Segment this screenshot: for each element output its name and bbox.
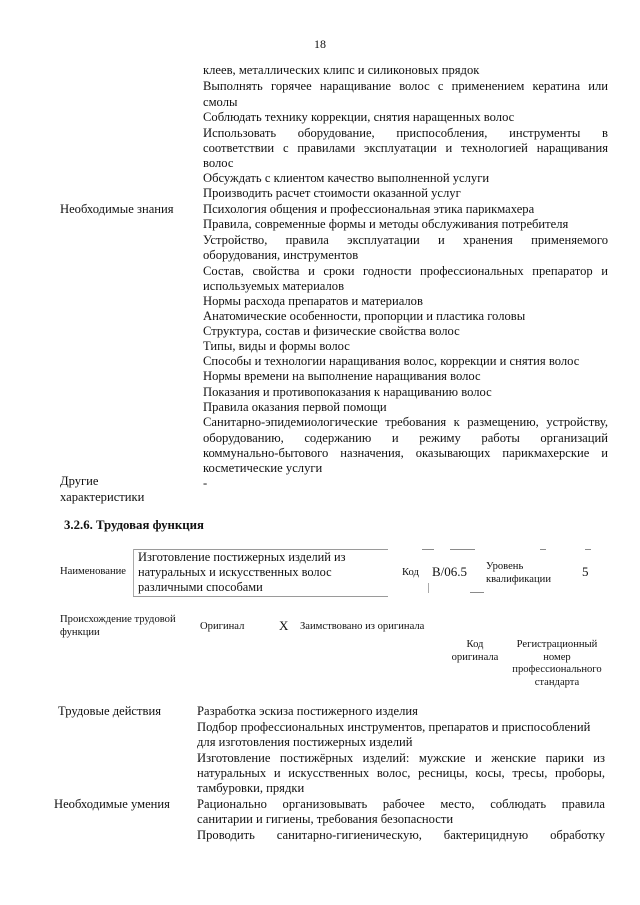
text-line: Показания и противопоказания к наращиванию волос <box>203 385 492 399</box>
label-line: стандарта <box>534 676 580 688</box>
registration-number-label <box>507 639 607 689</box>
text-line: Правила оказания первой помощи <box>203 400 387 414</box>
text-line: коммунально-бытового назначения, оказывающих парикмахерские и <box>203 446 608 460</box>
text-line: Правила, современные формы и методы обслуживания потребителя <box>203 217 569 231</box>
label-line: Уровень <box>486 561 524 572</box>
label-line: профессионального <box>512 664 602 675</box>
text-line: Способы и технологии наращивания волос, коррекции и снятия волос <box>203 354 580 368</box>
text-line: Изготовление постижерных изделий из <box>138 550 346 564</box>
text-line: Нормы расхода препаратов и материалов <box>203 294 423 308</box>
text-line: Использовать оборудование, приспособления, инструменты в <box>203 126 608 140</box>
label-line: квалификации <box>486 573 551 585</box>
text-line: оборудованию, содержанию и режиму работы организаций <box>203 431 608 445</box>
section-title: 3.2.6. Трудовая функция <box>64 518 204 532</box>
label-line: характеристики <box>60 490 145 504</box>
original-mark: X <box>279 618 289 633</box>
scan-mark <box>450 549 475 550</box>
text-line: Проводить санитарно-гигиеническую, бактерицидную обработку <box>197 828 605 842</box>
name-box-bottom-border <box>133 596 388 597</box>
label-line: Регистрационный <box>516 639 598 650</box>
name-box-left-border <box>133 549 134 597</box>
scan-mark <box>585 549 591 550</box>
other-characteristics-value: - <box>203 476 208 490</box>
text-line: Выполнять горячее наращивание волос с применением кератина или <box>203 79 608 93</box>
page-number: 18 <box>314 37 326 51</box>
scan-mark <box>428 583 429 593</box>
text-line: используемых материалов <box>203 279 345 293</box>
text-line: волос <box>203 156 234 170</box>
scan-mark <box>540 549 546 550</box>
qualification-level-label <box>486 561 551 586</box>
text-line: натуральных и искусственных волос, ресницы, косы, тресы, проборы, <box>197 766 605 780</box>
text-line: смолы <box>203 95 238 109</box>
text-line: различными способами <box>138 580 263 594</box>
label-line: Происхождение трудовой <box>60 614 176 625</box>
scan-mark <box>470 592 484 593</box>
name-label: Наименование <box>60 566 126 577</box>
text-line: Разработка эскиза постижерного изделия <box>197 704 418 718</box>
original-label: Оригинал <box>200 621 245 632</box>
text-line: Анатомические особенности, пропорции и пластика головы <box>203 309 526 323</box>
original-code-label <box>444 639 506 664</box>
text-line: санитарии и гигиены, требования безопасности <box>197 812 454 826</box>
text-line: соответствии с правилами эксплуатации и технологией наращивания <box>203 141 608 155</box>
labor-actions-label: Трудовые действия <box>58 704 162 718</box>
text-line: Типы, виды и формы волос <box>203 339 350 353</box>
text-line: Психология общения и профессиональная этика парикмахера <box>203 202 535 216</box>
label-line: оригинала <box>451 651 499 663</box>
text-line: натуральных и искусственных волос <box>138 565 332 579</box>
text-line: Изготовление постижёрных изделий: мужские и женские парики из <box>197 751 605 765</box>
borrowed-label: Заимствовано из оригинала <box>300 621 425 632</box>
other-characteristics-label <box>60 474 144 504</box>
label-line: номер <box>543 651 571 663</box>
label-line: функции <box>60 626 100 638</box>
text-line: клеев, металлических клипс и силиконовых прядок <box>203 63 480 77</box>
text-line: Устройство, правила эксплуатации и хранения применяемого <box>203 233 608 247</box>
text-line: Подбор профессиональных инструментов, препаратов и приспособлений <box>197 720 591 734</box>
text-line: Рационально организовывать рабочее место, соблюдать правила <box>197 797 605 811</box>
text-line: Обсуждать с клиентом качество выполненной услуги <box>203 171 490 185</box>
text-line: тамбуровки, прядки <box>197 781 305 795</box>
text-line: оборудования, инструментов <box>203 248 359 262</box>
label-line: Код <box>466 639 484 650</box>
text-line: косметические услуги <box>203 461 323 475</box>
text-line: для изготовления постижерных изделий <box>197 735 413 749</box>
text-line: Состав, свойства и сроки годности профессиональных препаратор и <box>203 264 608 278</box>
necessary-knowledge-label: Необходимые знания <box>60 202 174 216</box>
text-line: Соблюдать технику коррекции, снятия наращенных волос <box>203 110 515 124</box>
scan-mark <box>422 549 434 550</box>
text-line: Нормы времени на выполнение наращивания волос <box>203 369 481 383</box>
text-line: Санитарно-эпидемиологические требования к размещению, устройству, <box>203 415 608 429</box>
origin-label <box>60 614 176 639</box>
necessary-skills-label: Необходимые умения <box>54 797 170 811</box>
text-line: Производить расчет стоимости оказанной услуг <box>203 186 461 200</box>
qualification-level-value: 5 <box>582 564 589 579</box>
code-label: Код <box>402 567 419 578</box>
label-line: Другие <box>60 474 99 488</box>
code-value: B/06.5 <box>432 564 468 579</box>
text-line: Структура, состав и физические свойства волос <box>203 324 460 338</box>
